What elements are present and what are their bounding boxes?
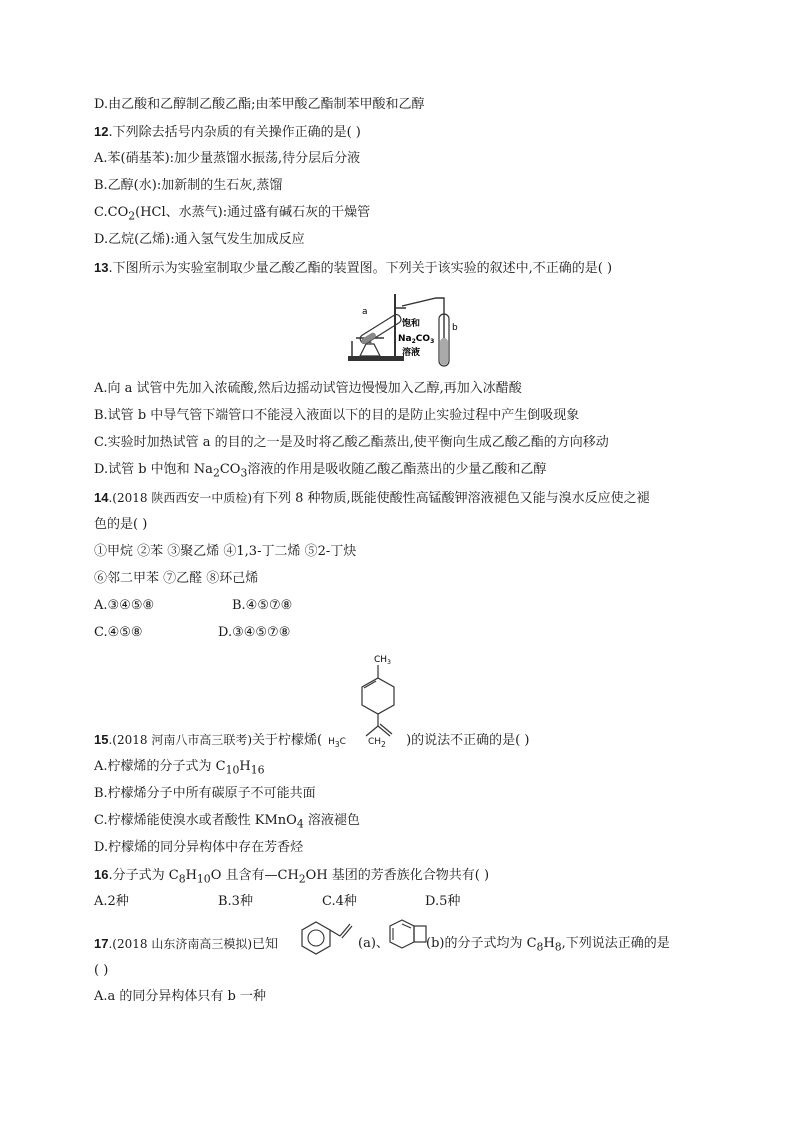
label-b: b (452, 323, 458, 333)
q12-option-a: A.苯(硝基苯):加少量蒸馏水振荡,待分层后分液 (94, 151, 361, 166)
q12-number: 12 (94, 124, 109, 139)
label-na2co3: $Na_2CO_3$ (398, 334, 435, 345)
label-saturated: 饱和 (402, 319, 421, 329)
q15-source: .(2018 河南八市高三联考) (108, 733, 253, 747)
limonene-substituent-labels (322, 733, 406, 754)
q12-option-d: D.乙烷(乙烯):通入氢气发生加成反应 (94, 232, 305, 247)
ester-apparatus-figure (340, 286, 465, 372)
ch2-label: $CH_2$ (367, 737, 386, 749)
q14-stem-line2: 色的是( ) (94, 517, 148, 532)
q12-stem: 12.下列除去括号内杂质的有关操作正确的是( ) (94, 124, 361, 140)
q13-option-d: D.试管 b 中饱和 $Na_2CO_3$溶液的作用是吸收随乙酸乙酯蒸出的少量乙酸和乙醇 (94, 462, 547, 480)
label-solution: 溶液 (402, 348, 421, 358)
q17-stem: 17.(2018 山东济南高三模拟)已知 (94, 936, 279, 952)
q16-option-c: C.4种 (322, 894, 357, 909)
q16-option-d: D.5种 (425, 894, 461, 909)
q12-option-c: $C.CO_2(HCl$、水蒸气):通过盛有碱石灰的干燥管 (94, 205, 371, 223)
q13-option-a: A.向 a 试管中先加入浓硫酸,然后边摇动试管边慢慢加入乙醇,再加入冰醋酸 (94, 381, 522, 396)
q14-option-d: D.③④⑤⑦⑧ (218, 625, 291, 640)
h3c-label: $H_3C$ (328, 737, 346, 749)
label-a: a (362, 307, 368, 317)
q16-option-a: A.2种 (94, 894, 129, 909)
q17-source: .(2018 山东济南高三模拟) (108, 937, 253, 951)
q13-option-c: C.实验时加热试管 a 的目的之一是及时将乙酸乙酯蒸出,使平衡向生成乙酸乙酯的方向移动 (94, 435, 609, 450)
q17-label-a: (a)、 (358, 936, 389, 951)
q16-option-b: B.3种 (218, 894, 253, 909)
q16-stem: 16.分子式为 $C_8H_{10}O$ 且含有$—CH_2OH$ 基团的芳香族化合物共有( ) (94, 867, 490, 886)
q14-option-c: C.④⑤⑧ (94, 625, 143, 640)
q14-items-2: ⑥邻二甲苯 ⑦乙醛 ⑧环己烯 (94, 571, 259, 586)
styrene-structure (298, 918, 356, 956)
q15-option-b: B.柠檬烯分子中所有碳原子不可能共面 (94, 786, 316, 801)
q11-option-d: D.由乙酸和乙醇制乙酸乙酯;由苯甲酸乙酯制苯甲酸和乙醇 (94, 97, 425, 112)
q12-option-b: B.乙醇(水):加新制的生石灰,蒸馏 (94, 178, 283, 193)
q14-items-1: ①甲烷 ②苯 ③聚乙烯 ④1,3-丁二烯 ⑤2-丁炔 (94, 544, 357, 559)
q14-option-a: A.③④⑤⑧ (94, 598, 155, 613)
q17-stem-cont: (b)的分子式均为 $C_8H_8$,下列说法正确的是 (426, 936, 670, 954)
q15-option-a: A.柠檬烯的分子式为 $C_{10}H_{16}$ (94, 759, 265, 777)
q14-stem: 14.(2018 陕西西安一中质检)有下列 8 种物质,既能使酸性高锰酸钾溶液褪色又能与溴水反应使之褪 (94, 490, 650, 506)
q17-option-a: A.a 的同分异构体只有 b 一种 (94, 989, 266, 1004)
q13-stem: 13.下图所示为实验室制取少量乙酸乙酯的装置图。下列关于该实验的叙述中,不正确的是( ) (94, 260, 613, 276)
q15-option-c: C.柠檬烯能使溴水或者酸性 KMnO$_4$ 溶液褪色 (94, 813, 360, 831)
ch3-top-label: $CH_3$ (374, 655, 391, 666)
q15-option-d: D.柠檬烯的同分异构体中存在芳香烃 (94, 840, 304, 855)
q14-option-b: B.④⑤⑦⑧ (232, 598, 293, 613)
q15-stem: 15.(2018 河南八市高三联考)关于柠檬烯( $H_3C$ $CH_2$ )的说法不正确的是( ) (94, 731, 529, 754)
q13-option-b: B.试管 b 中导气管下端管口不能浸入液面以下的目的是防止实验过程中产生倒吸现象 (94, 408, 580, 423)
q17-paren: ( ) (94, 963, 109, 978)
q14-source: .(2018 陕西西安一中质检) (108, 491, 253, 505)
q13-number: 13 (94, 260, 109, 275)
cubane-like-structure-b (388, 916, 428, 956)
